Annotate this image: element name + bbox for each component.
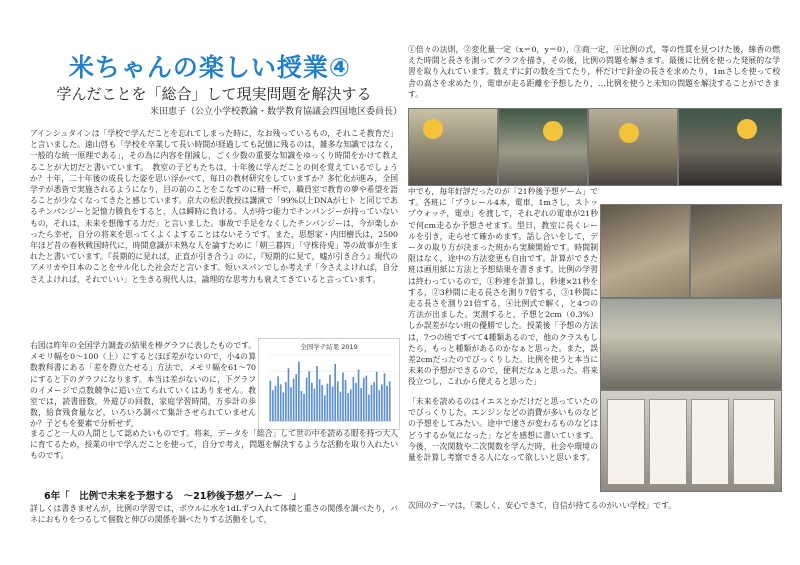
face-mask: [543, 121, 563, 141]
chart-bar: [316, 366, 318, 421]
chart-bar: [293, 378, 295, 421]
chart-bar: [324, 395, 326, 421]
author-credit: 米田恵子（公立小学校教諭・数学教育協議会四国地区委員長）: [150, 107, 403, 117]
chart-bar: [360, 388, 362, 421]
right-paragraph-1: ①倍々の法則，②変化量一定（x＝0，y＝0），③商一定，④比例の式，等の性質を見つけた後，線香の燃えた時間と長さを測ってグラフを描き，その後，比例の問題を解きます。最後に比例を使った発展的な学習を取り入れています。数えずに釘の数を当てたり，杯だけで針金の長さを求めたり，1mさしを使って校舎の高さを求めたり，電車が走る距離を予想したり，…比例を使うと未知の問題を解決することができます。: [408, 45, 780, 99]
chart-bar: [282, 392, 284, 421]
chart-bar: [347, 393, 349, 421]
chart-bar: [301, 391, 303, 421]
classroom-photo-2: [498, 108, 588, 186]
chart-bar: [389, 381, 391, 421]
train-rail-photo-2: [690, 204, 782, 298]
chart-bar: [337, 381, 339, 421]
chart-bar: [342, 373, 344, 421]
chart-bar: [366, 376, 368, 421]
chart-bar: [355, 383, 357, 421]
chart-bar: [277, 376, 279, 421]
right-paragraph-3: 「未来を読めるのはイエスとかだけだと思っていたのでびっくりした。エンジンなどの消費が多いものなどの予想をしてみたい。途中で速さが変わるものなどはどうするか気になった」などを感想に書いています。今後，一次関数や二次関数を学んだ時，社会や環境の量を計算し考察できる人になって欲しいと思います。: [408, 397, 598, 463]
student-worksheets-photo: [600, 390, 782, 492]
left-paragraph-3: まるごと一人の人間として認めたいものです。将来，データを「総合」して世の中を読める眼を持つ大人に育てるため，授業の中で学んだことを使って，自分で考え，問題を解決するような活動を取り入れたいものです。: [30, 429, 398, 461]
chart-bar: [288, 368, 290, 421]
chart-bar: [350, 389, 352, 421]
chart-bar: [321, 385, 323, 421]
chart-bar: [334, 364, 336, 421]
left-paragraph-1: アインシュタインは「学校で学んだことを忘れてしまった時に，なお残っているもの，それこそ教育だ」と言いました。遠山啓も「学校を卒業して長い時間が経過しても記憶に残るのは，雑多な知識ではなく，一般的な統一原理である」，その為に内容を削減し，ごく少数の重要な知識をゆっくり時間をかけて教えることが大切だと書いています。 教室の子どもたちは，十年後に学んだことの何を覚えているでしょうか？十年，二十年後の成長した姿を思い浮かべて，毎日の教材研究をしていますか？多忙化が進み，全国学テが悉皆で実施されるようになり，目の前のことをこなすのに精一杯で，職員室で教育の夢や希望を語ることが少なくなってきたと感じています。京大の松沢教授は講演で「99%以上DNAが七ト と同じであるチンパンジーと記憶力勝負をすると，人は瞬時に負ける。人が持つ能力でチンパンジーが持っていないもの，それは，未来を想像する力だ」と言いました。事故で手足をなくしたチンパンジーは，今が楽しかったら幸せ，自分の将来を思ってくよくよすることはないそうです。また，思想家・内田樹氏は，2500年ほど昔の春秋戦国時代に，時間意識が未熟な人を論すために「朝三暮四」「守株待兎」等の故事が生まれたと書いています。『長期的に見れば，正直が引き合う』のに，『短期的に見て，嘘が引き合う』現代のアメリカや日本のことをサル化した社会だと言います。短いスパンでしか考えず「今さえよければ，自分さえよければ，それでいい」と生きる現代人は，論理的な思考力も衰えてきていると言っています。: [30, 129, 398, 284]
worksheet: [607, 399, 645, 485]
train-rail-photo-1: [600, 204, 690, 298]
chart-bar: [376, 372, 378, 421]
worksheet: [691, 399, 729, 485]
right-paragraph-4: 次回のテーマは，「楽しく，安心できて，自信が持てるのがいい学校」です。: [408, 501, 677, 510]
face-mask: [619, 123, 639, 143]
article-title: 米ちゃんの楽しい授業④: [68, 53, 352, 82]
chart-bar: [340, 392, 342, 421]
classroom-photo-4: [678, 108, 782, 186]
chart-bar: [285, 382, 287, 421]
chart-bar: [353, 377, 355, 421]
chart-bar: [308, 371, 310, 421]
chart-bar: [314, 389, 316, 421]
chart-bar: [386, 386, 388, 421]
chart-bar: [290, 387, 292, 421]
chart-bar: [384, 373, 386, 421]
chart-bar: [275, 386, 277, 421]
chart-bar: [269, 381, 271, 421]
chart-bar: [363, 378, 365, 421]
chart-bar: [358, 370, 360, 421]
chart-bar: [371, 385, 373, 421]
chart-bar: [329, 375, 331, 421]
chart-bar: [295, 374, 297, 421]
chart-svg: [259, 339, 399, 429]
chart-bar: [280, 384, 282, 421]
chart-bar: [303, 394, 305, 421]
chart-bar: [306, 378, 308, 421]
face-mask: [423, 119, 443, 139]
section-heading: 6年「 比例で未来を予想する 〜21秒後予想ゲーム〜 」: [44, 491, 302, 502]
chart-bar: [272, 390, 274, 421]
article-subtitle: 学んだことを「総合」して現実問題を解決する: [56, 85, 372, 103]
chart-bar: [345, 380, 347, 421]
chart-bar: [378, 390, 380, 421]
worksheet: [733, 399, 775, 485]
chart-bar: [381, 384, 383, 421]
right-paragraph-2: 中でも，毎年好評だったのが「21秒後予想ゲーム」です。各班に「プラレール4本，電車，1mさし，ストップウォッチ，電卓」を渡して，それぞれの電車が21秒で何cm走るか予想させます。型日，教室に長くレールを引き，走らせて確かめます。話し合いをして，データの取り方が決まった班から実験開始です。時間制限はなく，途中の方法変更も自由です。計算ができた班は画用紙に方法と予想結果を書きます。比例の学習は終わっているので，①秒速を計算し，秒速×21秒をする，②3秒間に走る長さを測り7倍する，③1秒間に走る長さを測り21倍する，④比例式で解く，と4つの方法が出ました。実測すると，予想と2cm（0.3%）しか誤差がない班の優勝でした。授業後「予想の方法は，7つの班ですべて4種類あるので，他のクラスもしたら，もっと種類があるのかなぁと思った。また，誤差2cmだったのでびっくりした。比例を使うと本当に未来の予想ができるので，便利だなぁと思った。将来役立つし，これから使えると思った」: [408, 187, 598, 387]
chart-bar: [327, 384, 329, 421]
face-mask: [737, 119, 757, 139]
chart-title: 全国学テ結果 2019: [300, 343, 358, 351]
classroom-photo-1: [408, 108, 498, 186]
score-bar-chart: [258, 338, 400, 430]
left-paragraph-2: 右図は昨年の全国学力調査の結果を棒グラフに表したものです。メモリ幅を0〜100（上）にするとほぼ差がないので，小4の算数教科書にある「差を際立たせる」方法で，メモリ幅を61〜70にすると下のグラフになります。本当は差がないのに，下グラフのイメージで点数競争に追い立てられていくはありません。教室では，読書冊数，外遊びの回数，家庭学習時間，万歩計の歩数，給食残食量など，いろいろ調べて集計させられていませんか？子どもを要素で分析せず，: [30, 341, 256, 429]
classroom-photo-3: [588, 108, 678, 186]
chart-bar: [311, 383, 313, 421]
chart-bar: [332, 387, 334, 421]
chart-bar: [373, 382, 375, 421]
chart-bar: [368, 395, 370, 421]
left-paragraph-4: 詳しくは書きませんが，比例の学習では，ボウルに水を1dLずつ入れて体積と重さの関係を調べたり，バネにおもりをつるして個数と伸びの関係を調べたりする活動をして，: [30, 504, 398, 525]
chart-bar: [298, 362, 300, 421]
worksheet: [649, 399, 687, 485]
chart-bar: [319, 379, 321, 421]
students-measuring-photo: [600, 298, 782, 390]
